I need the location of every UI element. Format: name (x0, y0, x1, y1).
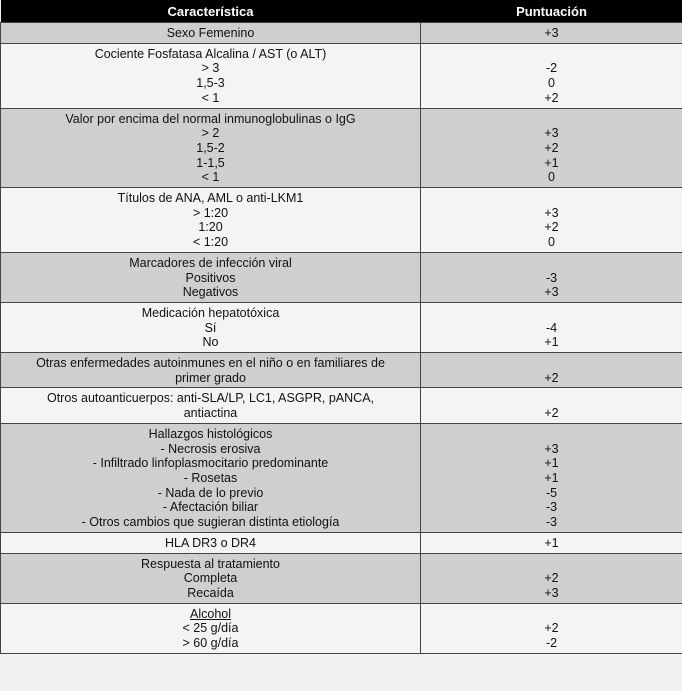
characteristic-cell (1, 603, 421, 653)
score-value: +1 (544, 470, 559, 485)
score-value: +2 (544, 370, 559, 385)
score-cell (421, 43, 682, 108)
header-caracteristica: Característica (1, 0, 421, 23)
score-cell (421, 532, 682, 553)
characteristic-option: primer grado (175, 370, 246, 385)
score-cell (421, 388, 682, 423)
table-row (1, 353, 682, 388)
characteristic-option: Completa (183, 571, 238, 586)
score-value (425, 557, 678, 572)
characteristic-title: Otras enfermedades autoinmunes en el niño o en familiares de (36, 356, 385, 371)
characteristic-cell (1, 188, 421, 253)
characteristic-option: > 60 g/día (182, 636, 239, 651)
score-value (425, 356, 678, 371)
characteristic-title: Marcadores de infección viral (129, 255, 292, 270)
score-value: +2 (544, 140, 559, 155)
table-row (1, 108, 682, 188)
header-puntuacion: Puntuación (421, 0, 682, 23)
score-value: +1 (544, 155, 559, 170)
table-row (1, 388, 682, 423)
score-value (425, 391, 678, 406)
score-value: +2 (544, 571, 559, 586)
characteristic-cell (1, 43, 421, 108)
characteristic-title: Títulos de ANA, AML o anti-LKM1 (117, 191, 304, 206)
score-value (425, 256, 678, 271)
characteristic-option: > 3 (201, 61, 220, 76)
characteristic-option: 1,5-2 (196, 140, 225, 155)
score-value: -3 (545, 515, 558, 530)
score-value: 0 (548, 76, 555, 91)
score-value: -2 (545, 61, 558, 76)
score-value (425, 427, 678, 442)
characteristic-title: Cociente Fosfatasa Alcalina / AST (o ALT) (94, 46, 327, 61)
score-value: +2 (544, 406, 559, 421)
score-value: +3 (544, 205, 559, 220)
score-value (425, 112, 678, 127)
characteristic-option: Sí (204, 320, 217, 335)
table-row (1, 252, 682, 302)
score-cell (421, 353, 682, 388)
characteristic-cell (1, 532, 421, 553)
score-cell (421, 23, 682, 44)
score-value (425, 607, 678, 622)
characteristic-option: 1-1,5 (196, 155, 225, 170)
characteristic-cell (1, 108, 421, 188)
score-value: -3 (545, 500, 558, 515)
score-cell (421, 108, 682, 188)
characteristic-option: Positivos (185, 270, 236, 285)
score-value: -2 (545, 636, 558, 651)
characteristic-option: - Nada de lo previo (157, 485, 264, 500)
characteristic-cell (1, 388, 421, 423)
characteristic-title: Hallazgos histológicos (148, 426, 273, 441)
characteristic-option: < 25 g/día (182, 621, 239, 636)
score-value: +1 (544, 335, 559, 350)
characteristic-option: 1:20 (198, 220, 223, 235)
score-value: 0 (548, 170, 555, 185)
score-value: -4 (545, 320, 558, 335)
characteristic-cell (1, 23, 421, 44)
characteristic-title: Respuesta al tratamiento (141, 556, 280, 571)
characteristic-title: HLA DR3 o DR4 (164, 535, 256, 550)
score-value: +2 (544, 90, 559, 105)
score-cell (421, 553, 682, 603)
score-value: 0 (548, 235, 555, 250)
characteristic-cell (1, 553, 421, 603)
characteristic-cell (1, 423, 421, 532)
table-row (1, 302, 682, 352)
characteristic-title: Valor por encima del normal inmunoglobulinas o IgG (65, 111, 356, 126)
score-value: +3 (544, 285, 559, 300)
characteristic-option: - Rosetas (183, 470, 238, 485)
characteristic-cell (1, 252, 421, 302)
characteristic-option: 1,5-3 (196, 76, 225, 91)
score-value: +3 (544, 126, 559, 141)
characteristic-cell (1, 302, 421, 352)
characteristic-title: Sexo Femenino (166, 26, 255, 40)
score-cell (421, 188, 682, 253)
characteristic-option: - Necrosis erosiva (160, 441, 261, 456)
characteristic-option: Recaída (187, 585, 234, 600)
score-value: +2 (544, 220, 559, 235)
score-value: +3 (544, 26, 559, 40)
score-value: +1 (544, 456, 559, 471)
header-row (1, 0, 682, 23)
score-cell (421, 603, 682, 653)
characteristic-option: - Afectación biliar (162, 500, 259, 515)
characteristic-option: < 1 (201, 170, 220, 185)
score-value (425, 306, 678, 321)
table-row (1, 553, 682, 603)
characteristic-option: < 1 (201, 90, 220, 105)
table-row (1, 23, 682, 44)
characteristic-option: - Infiltrado linfoplasmocitario predominante (92, 456, 329, 471)
score-cell (421, 252, 682, 302)
characteristic-option: < 1:20 (192, 235, 229, 250)
table-row (1, 423, 682, 532)
characteristic-title: Medicación hepatotóxica (141, 305, 280, 320)
characteristic-option: - Otros cambios que sugieran distinta etiología (81, 515, 340, 530)
characteristic-option: No (202, 335, 219, 350)
table-row (1, 603, 682, 653)
score-value: +2 (544, 621, 559, 636)
characteristic-title: Alcohol (190, 606, 231, 621)
score-cell (421, 302, 682, 352)
table-row (1, 188, 682, 253)
table-row (1, 532, 682, 553)
score-cell (421, 423, 682, 532)
score-value: -3 (545, 270, 558, 285)
characteristic-option: > 2 (201, 126, 220, 141)
characteristic-title: Otros autoanticuerpos: anti-SLA/LP, LC1, ASGPR, pANCA, (46, 391, 375, 406)
table-body (1, 23, 682, 654)
characteristic-option: antiactina (183, 406, 238, 421)
score-value: +1 (544, 535, 559, 550)
characteristic-cell (1, 353, 421, 388)
score-value (425, 47, 678, 62)
characteristic-option: Negativos (182, 285, 239, 300)
table-row (1, 43, 682, 108)
score-value: +3 (544, 441, 559, 456)
score-value (425, 191, 678, 206)
score-value: -5 (545, 485, 558, 500)
score-value: +3 (544, 585, 559, 600)
characteristic-option: > 1:20 (192, 205, 229, 220)
